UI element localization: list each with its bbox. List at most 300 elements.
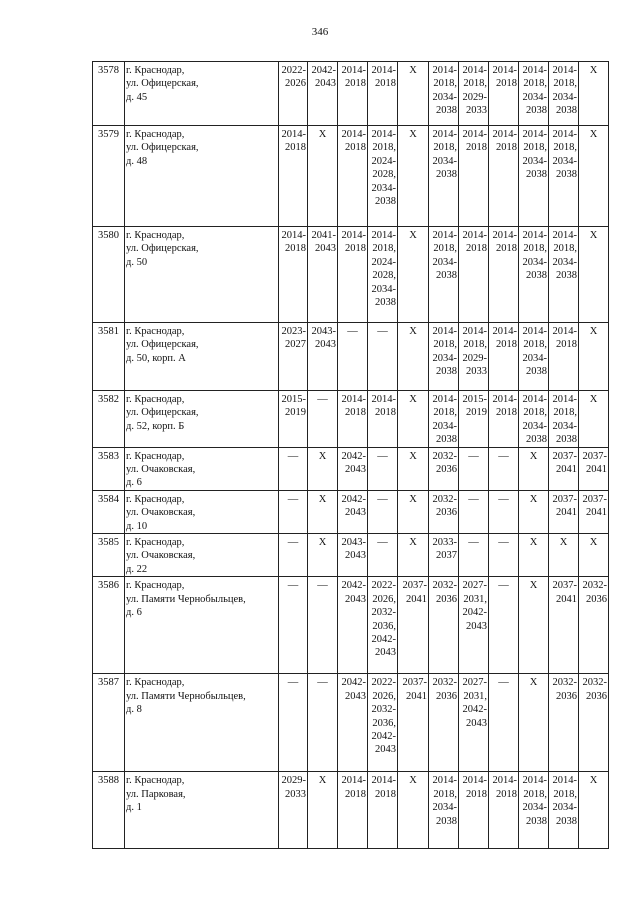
- period-cell: [398, 577, 429, 674]
- period-value: 2014-: [492, 65, 517, 76]
- table-row: [93, 391, 609, 448]
- registry-table: [92, 61, 609, 849]
- table-row: [93, 62, 609, 126]
- period-cell: [368, 323, 398, 391]
- period-value: 2018,: [523, 788, 547, 800]
- period-value: 2014-: [552, 129, 577, 140]
- period-value: 2026,: [372, 690, 396, 702]
- period-value: —: [377, 537, 388, 549]
- period-value: 2014-: [281, 129, 306, 140]
- period-cell: [459, 447, 489, 490]
- period-value: 2014-: [371, 775, 396, 787]
- row-number: 3581: [93, 323, 125, 391]
- period-cell: [429, 674, 459, 772]
- period-value: 2014-: [462, 230, 487, 241]
- period-value: 2043: [466, 620, 487, 632]
- period-value: 2042-: [341, 450, 366, 462]
- period-value: —: [498, 580, 509, 592]
- period-value: 2042-: [341, 493, 366, 505]
- period-cell: [308, 674, 338, 772]
- period-value: 2018,: [433, 78, 457, 90]
- period-value: 2014-: [552, 65, 577, 76]
- period-cell: [579, 534, 609, 577]
- period-value: —: [377, 493, 388, 505]
- address-line: г. Краснодар,: [126, 580, 185, 592]
- period-cell: [579, 772, 609, 849]
- period-cell: [429, 126, 459, 227]
- address-line: ул. Офицерская,: [126, 407, 199, 419]
- period-value: 2014-: [552, 775, 577, 787]
- period-cell: [279, 227, 308, 323]
- period-value: 2014-: [341, 394, 366, 405]
- period-cell: [459, 391, 489, 448]
- period-value: 2041: [406, 690, 427, 702]
- period-value: 2018: [496, 78, 517, 90]
- period-value: —: [468, 450, 479, 462]
- period-value: 2038: [526, 366, 547, 378]
- period-value: 2038: [526, 270, 547, 282]
- address-line: д. 8: [126, 704, 142, 716]
- period-value: 2043: [466, 717, 487, 729]
- period-value: 2038: [436, 434, 457, 446]
- period-value: 2018,: [523, 142, 547, 154]
- period-cell: [308, 323, 338, 391]
- period-value: 2018,: [553, 788, 577, 800]
- address-cell: [125, 62, 279, 126]
- period-value: 2037-: [552, 450, 577, 462]
- row-number: 3583: [93, 447, 125, 490]
- period-value: 2042-: [311, 65, 336, 76]
- period-value: 2018,: [463, 339, 487, 351]
- period-cell: [279, 62, 308, 126]
- period-cell: [338, 391, 368, 448]
- period-value: X: [409, 394, 417, 405]
- period-cell: [338, 534, 368, 577]
- period-value: 2034-: [522, 256, 547, 268]
- period-value: 2026,: [372, 593, 396, 605]
- period-value: 2014-: [462, 65, 487, 76]
- period-value: —: [498, 450, 509, 462]
- period-cell: [489, 62, 519, 126]
- period-value: 2018: [496, 407, 517, 419]
- period-value: 2023-: [281, 326, 306, 337]
- period-value: —: [317, 580, 328, 592]
- period-value: —: [287, 537, 299, 549]
- period-value: X: [318, 775, 327, 787]
- period-cell: [368, 447, 398, 490]
- period-cell: [519, 674, 549, 772]
- address-line: ул. Офицерская,: [126, 243, 199, 255]
- period-cell: [519, 490, 549, 533]
- period-value: 2014-: [522, 129, 547, 140]
- period-value: X: [409, 493, 417, 505]
- period-value: 2014-: [341, 65, 366, 76]
- period-value: 2038: [556, 105, 577, 117]
- row-number: 3587: [93, 674, 125, 772]
- period-value: 2014-: [552, 326, 577, 337]
- period-value: 2026: [285, 78, 306, 90]
- period-value: 2014-: [341, 230, 366, 241]
- address-line: ул. Очаковская,: [126, 550, 196, 562]
- address-line: г. Краснодар,: [126, 450, 185, 462]
- row-number: 3585: [93, 534, 125, 577]
- period-value: 2029-: [281, 775, 306, 787]
- period-value: 2014-: [552, 394, 577, 405]
- period-cell: [338, 447, 368, 490]
- period-value: 2014-: [371, 129, 396, 140]
- period-cell: [279, 447, 308, 490]
- period-cell: [489, 772, 519, 849]
- address-line: г. Краснодар,: [126, 129, 185, 140]
- period-cell: [579, 577, 609, 674]
- period-value: 2041: [586, 464, 607, 476]
- period-value: 2036: [556, 690, 577, 702]
- period-value: 2032-: [432, 677, 457, 689]
- address-cell: [125, 391, 279, 448]
- row-number: 3580: [93, 227, 125, 323]
- period-value: 2038: [526, 169, 547, 181]
- period-cell: [398, 772, 429, 849]
- period-value: 2018: [345, 78, 366, 90]
- period-cell: [279, 126, 308, 227]
- row-number: 3586: [93, 577, 125, 674]
- period-value: 2018: [496, 142, 517, 154]
- period-value: 2043: [345, 690, 366, 702]
- period-cell: [549, 674, 579, 772]
- period-value: 2014-: [522, 326, 547, 337]
- period-value: 2034-: [522, 352, 547, 364]
- address-cell: [125, 227, 279, 323]
- address-cell: [125, 126, 279, 227]
- period-cell: [549, 62, 579, 126]
- period-value: X: [318, 537, 327, 549]
- period-value: 2034-: [522, 155, 547, 167]
- period-value: —: [377, 326, 388, 337]
- period-cell: [549, 227, 579, 323]
- period-value: 2019: [285, 407, 306, 419]
- period-value: 2014-: [522, 775, 547, 787]
- period-value: —: [468, 493, 479, 505]
- period-cell: [398, 447, 429, 490]
- period-value: X: [409, 65, 417, 76]
- period-cell: [459, 674, 489, 772]
- period-value: 2014-: [281, 230, 306, 241]
- period-value: 2014-: [522, 394, 547, 405]
- period-cell: [489, 323, 519, 391]
- period-value: X: [589, 537, 598, 549]
- period-cell: [398, 490, 429, 533]
- period-cell: [459, 772, 489, 849]
- period-value: 2014-: [462, 129, 487, 140]
- period-cell: [489, 534, 519, 577]
- period-cell: [279, 577, 308, 674]
- address-line: ул. Памяти Чернобыльцев,: [126, 593, 246, 605]
- period-cell: [549, 772, 579, 849]
- period-cell: [519, 772, 549, 849]
- address-line: г. Краснодар,: [126, 394, 185, 405]
- period-cell: [489, 674, 519, 772]
- period-value: 2033: [466, 105, 487, 117]
- period-value: 2037-: [552, 580, 577, 592]
- period-cell: [429, 534, 459, 577]
- period-value: 2037-: [552, 493, 577, 505]
- period-value: 2034-: [522, 802, 547, 814]
- period-cell: [398, 534, 429, 577]
- period-cell: [549, 490, 579, 533]
- period-value: X: [529, 677, 538, 689]
- period-cell: [338, 126, 368, 227]
- period-cell: [579, 674, 609, 772]
- period-cell: [459, 577, 489, 674]
- row-number: 3579: [93, 126, 125, 227]
- period-cell: [519, 391, 549, 448]
- period-cell: [489, 391, 519, 448]
- period-value: 2034-: [522, 91, 547, 103]
- table-body: [93, 62, 609, 849]
- period-value: 2014-: [462, 326, 487, 337]
- period-value: X: [409, 326, 417, 337]
- period-value: 2038: [436, 815, 457, 827]
- period-value: 2018,: [372, 142, 396, 154]
- period-cell: [279, 391, 308, 448]
- period-value: 2014-: [432, 129, 457, 140]
- period-value: 2014-: [492, 230, 517, 241]
- period-value: 2041: [556, 593, 577, 605]
- address-line: г. Краснодар,: [126, 775, 185, 787]
- period-value: 2032-: [582, 677, 607, 689]
- period-value: 2019: [466, 407, 487, 419]
- period-value: X: [529, 537, 538, 549]
- period-value: 2022-: [371, 677, 396, 689]
- period-value: 2043-: [311, 326, 336, 337]
- period-value: 2042-: [341, 677, 366, 689]
- period-cell: [308, 490, 338, 533]
- period-value: —: [468, 537, 479, 549]
- period-cell: [398, 391, 429, 448]
- period-value: 2042-: [341, 580, 366, 592]
- table-row: [93, 490, 609, 533]
- period-value: 2037-: [582, 450, 607, 462]
- period-value: 2034-: [432, 352, 457, 364]
- period-value: 2038: [436, 169, 457, 181]
- period-value: 2038: [526, 434, 547, 446]
- row-number: 3582: [93, 391, 125, 448]
- period-value: 2034-: [522, 420, 547, 432]
- period-cell: [519, 126, 549, 227]
- period-value: 2036: [586, 593, 607, 605]
- period-value: 2034-: [432, 802, 457, 814]
- period-value: 2018: [466, 788, 487, 800]
- period-cell: [579, 447, 609, 490]
- period-value: 2043: [315, 339, 336, 351]
- address-line: г. Краснодар,: [126, 65, 185, 76]
- period-value: 2014-: [432, 326, 457, 337]
- period-cell: [459, 490, 489, 533]
- period-value: 2015-: [462, 394, 487, 405]
- period-value: 2034-: [552, 420, 577, 432]
- period-value: —: [347, 326, 358, 337]
- address-line: ул. Очаковская,: [126, 507, 196, 519]
- period-value: —: [317, 394, 328, 405]
- period-value: 2018: [496, 788, 517, 800]
- period-cell: [338, 772, 368, 849]
- period-cell: [368, 674, 398, 772]
- period-cell: [549, 577, 579, 674]
- period-value: 2034-: [432, 91, 457, 103]
- period-cell: [459, 62, 489, 126]
- period-value: 2034-: [552, 802, 577, 814]
- period-cell: [338, 674, 368, 772]
- period-cell: [429, 490, 459, 533]
- address-line: д. 50, корп. А: [126, 352, 186, 364]
- period-cell: [519, 323, 549, 391]
- table-row: [93, 772, 609, 849]
- period-cell: [368, 534, 398, 577]
- period-value: 2038: [556, 169, 577, 181]
- period-value: 2041-: [311, 230, 336, 241]
- period-value: 2024-: [371, 256, 396, 268]
- table-row: [93, 126, 609, 227]
- period-value: 2037: [436, 550, 457, 562]
- period-value: 2032-: [371, 704, 396, 716]
- period-value: —: [377, 450, 388, 462]
- period-value: 2014-: [492, 326, 517, 337]
- address-cell: [125, 447, 279, 490]
- period-cell: [368, 391, 398, 448]
- period-value: 2014-: [492, 394, 517, 405]
- period-value: 2022-: [281, 65, 306, 76]
- period-cell: [489, 126, 519, 227]
- period-value: 2018: [345, 788, 366, 800]
- period-value: 2031,: [463, 593, 487, 605]
- period-value: —: [287, 450, 299, 462]
- period-cell: [579, 62, 609, 126]
- row-number: 3578: [93, 62, 125, 126]
- period-value: X: [559, 537, 568, 549]
- period-value: —: [317, 677, 328, 689]
- period-cell: [519, 227, 549, 323]
- period-value: 2041: [556, 464, 577, 476]
- period-value: 2042-: [371, 730, 396, 742]
- period-value: 2043: [315, 78, 336, 90]
- period-value: 2036: [436, 464, 457, 476]
- period-value: 2014-: [371, 230, 396, 241]
- address-line: д. 6: [126, 477, 142, 489]
- address-line: д. 50: [126, 256, 148, 268]
- address-line: д. 52, корп. Б: [126, 420, 185, 432]
- address-cell: [125, 772, 279, 849]
- period-value: 2014-: [492, 775, 517, 787]
- period-value: —: [498, 677, 509, 689]
- period-value: 2018,: [553, 243, 577, 255]
- period-value: 2014-: [432, 775, 457, 787]
- period-value: 2034-: [432, 256, 457, 268]
- period-cell: [338, 323, 368, 391]
- period-value: X: [409, 775, 417, 787]
- period-value: 2038: [436, 105, 457, 117]
- period-value: 2014-: [462, 775, 487, 787]
- address-line: ул. Парковая,: [126, 788, 186, 800]
- table-row: [93, 227, 609, 323]
- period-value: 2018: [375, 407, 396, 419]
- period-value: 2014-: [552, 230, 577, 241]
- period-value: 2014-: [371, 394, 396, 405]
- period-value: 2018: [345, 142, 366, 154]
- period-value: 2018: [345, 243, 366, 255]
- period-value: 2032-: [371, 607, 396, 619]
- period-value: 2042-: [371, 633, 396, 645]
- address-cell: [125, 490, 279, 533]
- period-value: 2032-: [432, 493, 457, 505]
- period-cell: [519, 534, 549, 577]
- period-value: 2018: [285, 243, 306, 255]
- address-line: г. Краснодар,: [126, 493, 185, 505]
- period-cell: [398, 227, 429, 323]
- table-row: [93, 534, 609, 577]
- address-line: д. 6: [126, 607, 142, 619]
- period-cell: [429, 62, 459, 126]
- address-line: д. 10: [126, 520, 148, 532]
- period-value: 2041: [406, 593, 427, 605]
- period-value: 2036,: [372, 717, 396, 729]
- period-value: 2029-: [462, 91, 487, 103]
- period-value: X: [589, 775, 598, 787]
- period-cell: [429, 323, 459, 391]
- row-number: 3584: [93, 490, 125, 533]
- period-cell: [579, 391, 609, 448]
- period-value: 2014-: [432, 394, 457, 405]
- period-cell: [308, 391, 338, 448]
- period-cell: [279, 772, 308, 849]
- page-number: 346: [311, 26, 329, 38]
- period-value: 2018: [345, 407, 366, 419]
- period-value: 2032-: [432, 450, 457, 462]
- period-value: 2038: [375, 297, 396, 309]
- period-value: 2027-: [462, 677, 487, 689]
- period-value: 2038: [526, 815, 547, 827]
- address-cell: [125, 577, 279, 674]
- period-cell: [338, 577, 368, 674]
- period-value: 2014-: [492, 129, 517, 140]
- period-value: 2037-: [402, 580, 427, 592]
- period-cell: [368, 126, 398, 227]
- address-line: ул. Офицерская,: [126, 339, 199, 351]
- period-cell: [579, 227, 609, 323]
- period-value: 2033: [466, 366, 487, 378]
- period-value: 2018: [285, 142, 306, 154]
- period-value: 2018,: [523, 339, 547, 351]
- period-value: 2042-: [462, 704, 487, 716]
- period-cell: [459, 323, 489, 391]
- period-value: —: [498, 493, 509, 505]
- period-value: 2034-: [371, 283, 396, 295]
- period-cell: [519, 62, 549, 126]
- period-cell: [429, 772, 459, 849]
- period-value: X: [529, 450, 538, 462]
- period-value: X: [529, 580, 538, 592]
- period-cell: [308, 447, 338, 490]
- period-value: 2018,: [433, 142, 457, 154]
- period-value: —: [287, 580, 299, 592]
- period-cell: [549, 391, 579, 448]
- period-cell: [489, 447, 519, 490]
- period-value: 2015-: [281, 394, 306, 405]
- period-value: —: [287, 493, 299, 505]
- period-value: X: [318, 129, 327, 140]
- period-value: 2043: [375, 744, 396, 756]
- table-row: [93, 577, 609, 674]
- period-cell: [279, 674, 308, 772]
